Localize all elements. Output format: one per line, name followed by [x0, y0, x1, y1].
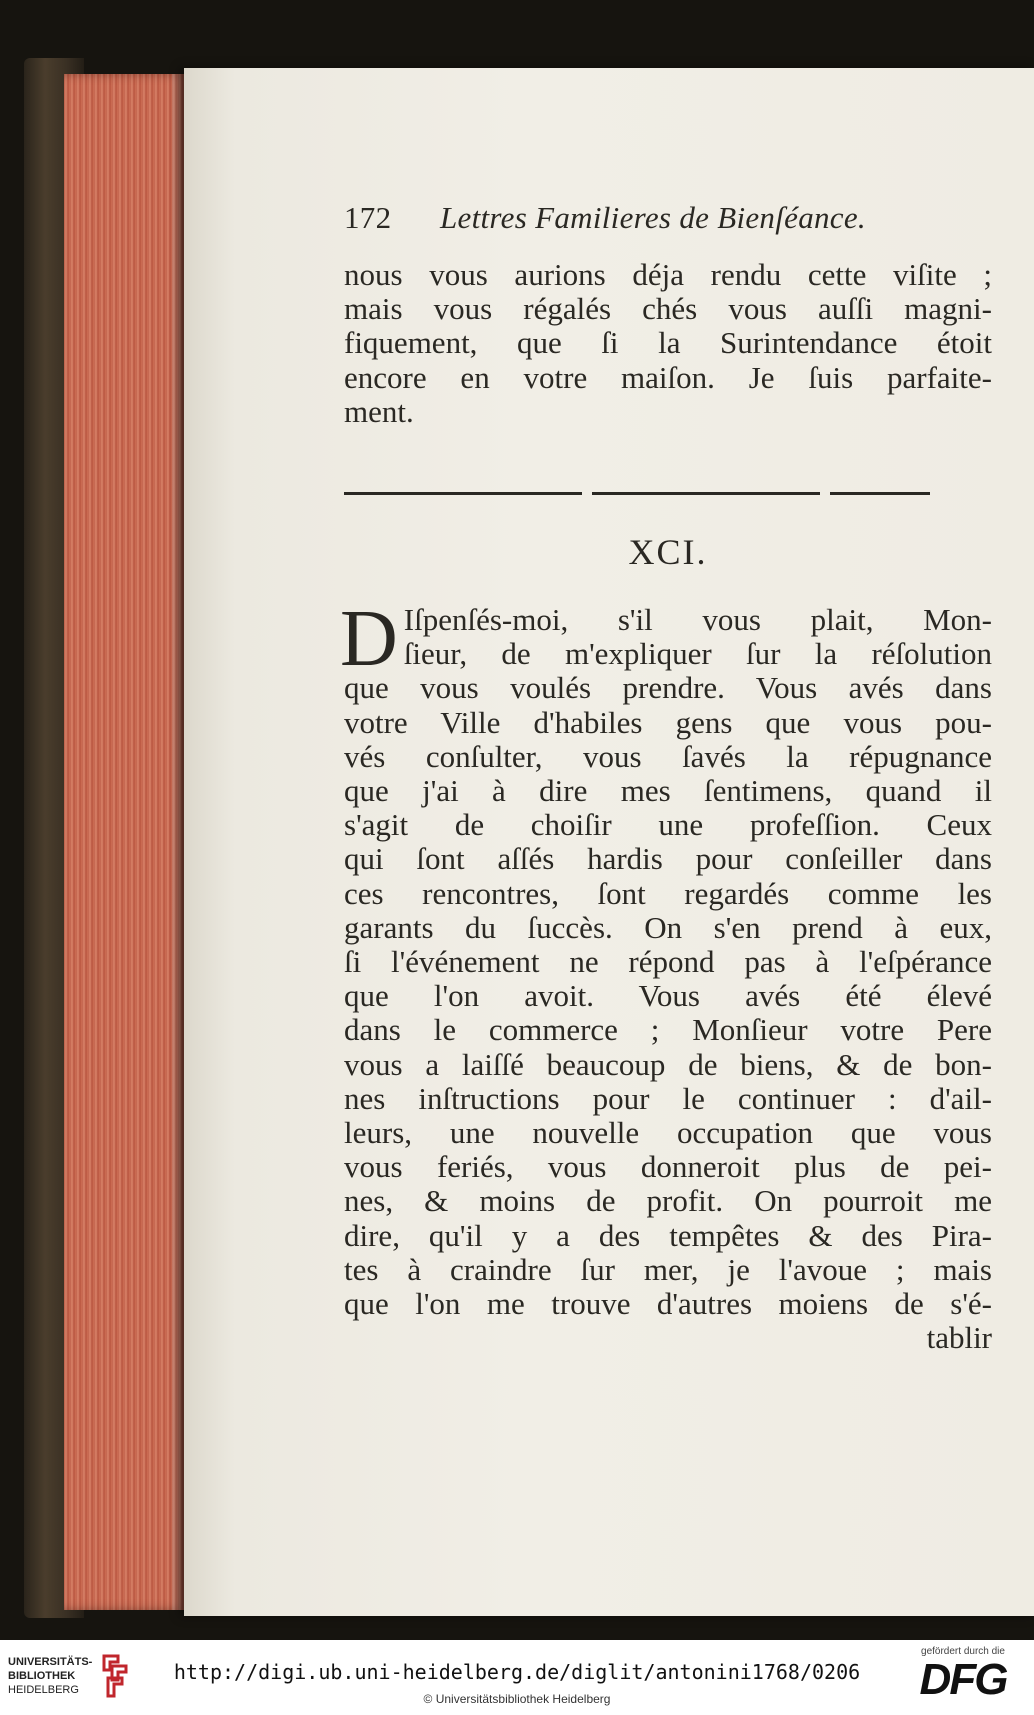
- permalink-url[interactable]: http://digi.ub.uni-heidelberg.de/diglit/antonini1768/0206: [173, 1660, 861, 1684]
- section-divider-rule: [344, 489, 992, 499]
- library-name-line: UNIVERSITÄTS-: [8, 1656, 93, 1668]
- text-line: que j'ai à dire mes ſentimens, quand il: [344, 773, 992, 809]
- running-head: [344, 200, 992, 252]
- dfg-wordmark: DFG: [919, 1655, 1007, 1704]
- drop-cap: D: [340, 595, 398, 684]
- text-line: dire, qu'il y a des tempêtes & des Pira-: [344, 1217, 992, 1253]
- text-line: vous feriés, vous donneroit plus de pei-: [344, 1149, 992, 1185]
- funding-note: gefördert durch die: [921, 1646, 1005, 1657]
- library-name-line: HEIDELBERG: [8, 1684, 79, 1696]
- text-line: mais vous régalés chés vous auſſi magni-: [344, 291, 992, 327]
- text-line: ces rencontres, ſont regardés comme les: [344, 875, 992, 911]
- text-line: nes inſtructions pour le continuer : d'ail-: [344, 1080, 992, 1116]
- text-line: tes à craindre ſur mer, je l'avoue ; mais: [344, 1251, 992, 1287]
- letter-number-heading: XCI.: [628, 532, 708, 573]
- paragraph-continuation: [344, 258, 992, 429]
- text-line: ment.: [344, 393, 414, 429]
- text-line: encore en votre maiſon. Je ſuis parfaite-: [344, 359, 992, 395]
- text-line: vous a laiſſé beaucoup de biens, & de bon-: [344, 1046, 992, 1082]
- text-line: ſi l'événement ne répond pas à l'eſpérance: [344, 944, 992, 980]
- text-line: ſieur, de m'expliquer ſur la réſolution: [403, 636, 992, 672]
- page-text-block: [340, 200, 992, 1356]
- copyright-notice: © Universitätsbibliothek Heidelberg: [423, 1692, 611, 1706]
- text-line: que l'on me trouve d'autres moiens de s'é-: [344, 1286, 992, 1322]
- book-page: [184, 68, 1034, 1616]
- red-page-edges: [64, 74, 186, 1610]
- text-line: nes, & moins de profit. On pourroit me: [344, 1183, 992, 1219]
- text-line: garants du ſuccès. On s'en prend à eux,: [344, 909, 992, 945]
- text-line: qui ſont aſſés hardis pour conſeiller dans: [344, 841, 992, 877]
- viewer-footer: [0, 1640, 1034, 1715]
- catchword: tablir: [926, 1320, 992, 1356]
- text-line: nous vous aurions déja rendu cette viſite ;: [344, 257, 992, 292]
- text-line: leurs, une nouvelle occupation que vous: [344, 1115, 992, 1151]
- text-line: votre Ville d'habiles gens que vous pou-: [344, 704, 992, 740]
- dfg-funding-logo[interactable]: [908, 1646, 1018, 1703]
- letter-body-paragraph: [340, 595, 992, 1356]
- text-line: fiquement, que ſi la Surintendance étoit: [344, 325, 992, 361]
- text-line: vés conſulter, vous ſavés la répugnance: [344, 738, 992, 774]
- page-number: 172: [344, 200, 392, 235]
- text-line: Iſpenſés-moi, s'il vous plait, Mon-: [403, 602, 992, 638]
- running-title: Lettres Familieres de Bienſéance.: [440, 200, 866, 235]
- text-line: que l'on avoit. Vous avés été élevé: [344, 978, 992, 1014]
- text-line: que vous voulés prendre. Vous avés dans: [344, 670, 992, 706]
- text-line: s'agit de choiſir une profeſſion. Ceux: [344, 807, 992, 843]
- library-name-line: BIBLIOTHEK: [8, 1670, 76, 1682]
- text-line: dans le commerce ; Monſieur votre Pere: [344, 1012, 992, 1048]
